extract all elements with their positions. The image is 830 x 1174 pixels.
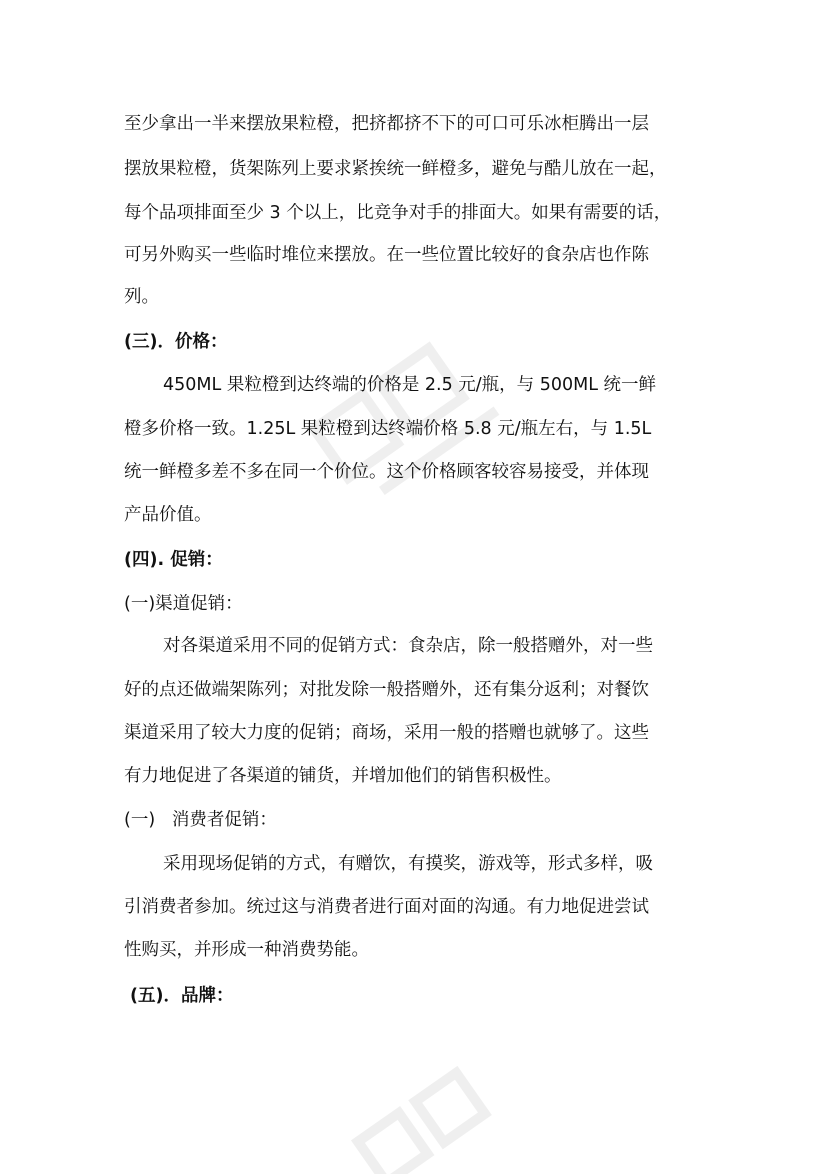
body-text-line: 统一鲜橙多差不多在同一个价位。这个价格顾客较容易接受，并体现 — [124, 462, 649, 482]
section-heading-price: (三)．价格： — [124, 332, 228, 352]
body-text-line: 摆放果粒橙，货架陈列上要求紧挨统一鲜橙多，避免与酷儿放在一起， — [124, 159, 667, 179]
body-text-line: 渠道采用了较大力度的促销；商场，采用一般的搭赠也就够了。这些 — [124, 723, 649, 743]
body-text-line: 有力地促进了各渠道的铺货，并增加他们的销售积极性。 — [124, 766, 562, 786]
body-text-line: 橙多价格一致。1.25L 果粒橙到达终端价格 5.8 元/瓶左右，与 1.5L — [124, 419, 652, 439]
body-text-line: 对各渠道采用不同的促销方式：食杂店，除一般搭赠外，对一些 — [163, 636, 653, 656]
body-text-line: 450ML 果粒橙到达终端的价格是 2.5 元/瓶，与 500ML 统一鲜 — [163, 375, 657, 395]
body-text-line: 性购买，并形成一种消费势能。 — [124, 940, 369, 960]
body-text-line: 好的点还做端架陈列；对批发除一般搭赠外，还有集分返利；对餐饮 — [124, 680, 649, 700]
body-text-line: 引消费者参加。统过这与消费者进行面对面的沟通。有力地促进尝试 — [124, 897, 649, 917]
subsection-heading-consumer: (一) 消费者促销： — [124, 810, 277, 830]
watermark-mark-bottom — [330, 1040, 530, 1174]
body-text-line: 产品价值。 — [124, 505, 212, 525]
body-text-line: 至少拿出一半来摆放果粒橙，把挤都挤不下的可口可乐冰柜腾出一层 — [124, 114, 649, 134]
body-text-line: 采用现场促销的方式，有赠饮，有摸奖，游戏等，形式多样，吸 — [163, 854, 653, 874]
section-heading-brand: (五)．品牌： — [130, 986, 234, 1006]
body-text-line: 列。 — [124, 287, 159, 307]
body-text-line: 每个品项排面至少 3 个以上，比竞争对手的排面大。如果有需要的话， — [124, 203, 672, 223]
subsection-heading-channel: (一)渠道促销： — [124, 594, 243, 614]
body-text-line: 可另外购买一些临时堆位来摆放。在一些位置比较好的食杂店也作陈 — [124, 245, 649, 265]
section-heading-promotion: (四). 促销： — [124, 550, 223, 570]
